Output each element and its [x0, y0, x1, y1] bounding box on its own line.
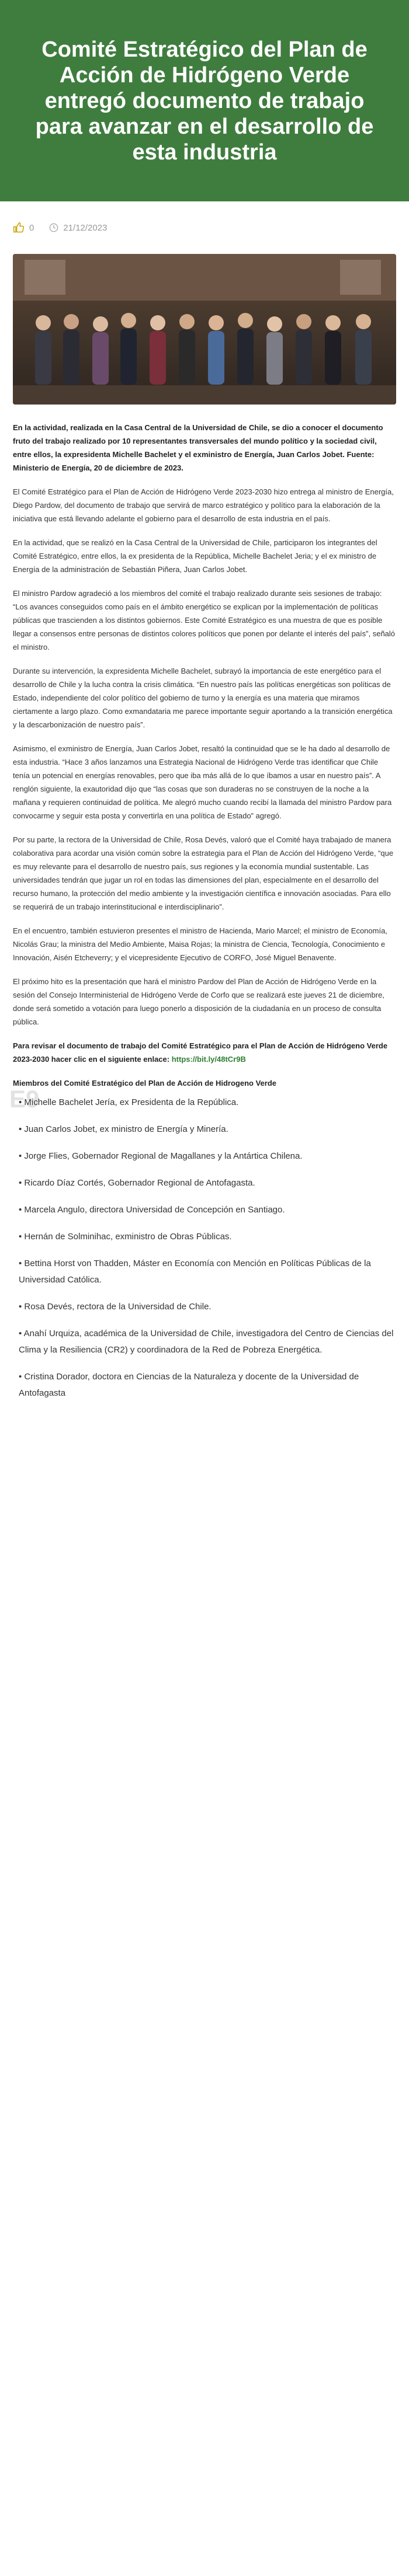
- paragraph: El Comité Estratégico para el Plan de Acción de Hidrógeno Verde 2023-2030 hizo entrega al ministro de Energía, Diego Pardow, del documento de trabajo que servirá de marco estratégico y político para la elaboración de la iniciativa que está llevando adelante el gobierno para el desarrollo de esta industria en el país.: [13, 487, 394, 523]
- photo-caption: En la actividad, realizada en la Casa Central de la Universidad de Chile, se dio a conocer el documento fruto del trabajo realizado por 10 representantes transversales del mundo político y la sociedad civil, entre ellos, la expresidenta Michelle Bachelet y el exministro de Energía, Juan Carlos Jobet. Fuente: Ministerio de Energía, 20 de diciembre de 2023.: [13, 423, 383, 472]
- watermark-logo: E9: [9, 1085, 40, 1113]
- article-body: [0, 405, 409, 1402]
- list-item: • Jorge Flies, Gobernador Regional de Magallanes y la Antártica Chilena.: [19, 1148, 396, 1165]
- list-item: • Juan Carlos Jobet, ex ministro de Energía y Minería.: [19, 1121, 396, 1138]
- publish-date: [49, 223, 107, 233]
- date-text: 21/12/2023: [63, 222, 108, 233]
- list-item: • Marcela Angulo, directora Universidad de Concepción en Santiago.: [19, 1202, 396, 1218]
- paragraph: El ministro Pardow agradeció a los miembros del comité el trabajo realizado durante seis sesiones de trabajo: “Los avances conseguidos como país en el ámbito energético se explican por la implementación de políticas públicas que trascienden a los distintos gobiernos. Este Comité Estratégico es una muestra de que es posible llegar a consensos entre personas de distintos colores políticos que ponen por delante el interés del país”, señaló el ministro.: [13, 589, 396, 651]
- page-title: Comité Estratégico del Plan de Acción de Hidrógeno Verde entregó documento de trabajo para avanzar en el desarrollo de esta industria: [35, 37, 374, 165]
- members-title: Miembros del Comité Estratégico del Plan de Acción de Hidrogeno Verde: [13, 1079, 277, 1087]
- list-item: • Ricardo Díaz Cortés, Gobernador Regional de Antofagasta.: [19, 1175, 396, 1191]
- paragraph: El próximo hito es la presentación que hará el ministro Pardow del Plan de Acción de Hidrógeno Verde en la sesión del Consejo Interministerial de Hidrógeno Verde de Corfo que se realizará este jueves 21 de diciembre, donde será sometido a votación para luego ponerlo a disposición de la ciudadanía en un proceso de consulta pública.: [13, 977, 384, 1026]
- like-button[interactable]: [13, 222, 34, 233]
- document-link-paragraph: [13, 1039, 396, 1066]
- like-count: 0: [29, 222, 34, 233]
- list-item: • Hernán de Solminihac, exministro de Obras Públicas.: [19, 1229, 396, 1245]
- paragraph: Por su parte, la rectora de la Universidad de Chile, Rosa Devés, valoró que el Comité haya trabajado de manera colaborativa para acordar una visión común sobre la estrategia para el Plan de Acción del Hidrógeno Verde, “que es muy relevante para el desarrollo de nuestro país, sus regiones y la economía mundial sustentable. Las universidades tendrán que jugar un rol en todas las dimensiones del plan, especialmente en el desarrollo del recurso humano, la protección del medio ambiente y la investigación científica e innovación asociadas. Para ello se requerirá de un trabajo interinstitucional e interdisciplinario”.: [13, 835, 394, 911]
- list-item: • Cristina Dorador, doctora en Ciencias de la Naturaleza y docente de la Universidad de Antofagasta: [19, 1369, 396, 1402]
- event-photo: [13, 254, 396, 405]
- article-meta: [0, 201, 409, 254]
- list-item: • Michelle Bachelet Jería, ex Presidenta de la República.: [19, 1094, 396, 1111]
- group-photo-illustration: [13, 254, 396, 405]
- document-link-text: Para revisar el documento de trabajo del Comité Estratégico para el Plan de Acción de Hidrógeno Verde 2023-2030 hacer clic en el siguiente enlace:: [13, 1041, 388, 1064]
- list-item: • Bettina Horst von Thadden, Máster en Economía con Mención en Políticas Públicas de la Universidad Católica.: [19, 1256, 396, 1288]
- hero-banner: [0, 0, 409, 201]
- paragraph: En el encuentro, también estuvieron presentes el ministro de Hacienda, Mario Marcel; el ministro de Economía, Nicolás Grau; la ministra del Medio Ambiente, Maisa Rojas; la ministra de Ciencia, Tecnología, Conocimiento e Innovación, Aisén Etcheverry; y el vicepresidente Ejecutivo de CORFO, José Miguel Benavente.: [13, 926, 387, 962]
- document-link[interactable]: https://bit.ly/48tCr9B: [171, 1055, 246, 1064]
- paragraph: Durante su intervención, la expresidenta Michelle Bachelet, subrayó la importancia de este energético para el desarrollo de Chile y la lucha contra la crisis climática. “En nuestro país las políticas energéticas son políticas de Estado, independiente del color político del gobierno de turno y la energía es una materia que miramos ciertamente a largo plazo. Como exmandataria me parece importante seguir aportando a la transición energética y la descarbonización de nuestro país”.: [13, 667, 393, 729]
- list-item: • Rosa Devés, rectora de la Universidad de Chile.: [19, 1299, 396, 1315]
- paragraph: En la actividad, que se realizó en la Casa Central de la Universidad de Chile, participaron los integrantes del Comité Estratégico, entre ellos, la ex presidenta de la República, Michelle Bachelet Jeria; y el ex ministro de Energía de la administración de Sebastián Piñera, Juan Carlos Jobet.: [13, 538, 377, 574]
- thumbs-up-icon: [13, 222, 25, 233]
- clock-icon: [49, 223, 58, 232]
- paragraph: Asimismo, el exministro de Energía, Juan Carlos Jobet, resaltó la continuidad que se le ha dado al desarrollo de esta industria. “Hace 3 años lanzamos una Estrategia Nacional de Hidrógeno Verde tras identificar que Chile tenía un potencial en energías renovables, pero que iba más allá de lo que íbamos a usar en nuestro país”. A renglón siguiente, la exautoridad dijo que “las cosas que son duraderas no se construyen de la noche a la mañana y requieren continuidad de política. Me alegró mucho cuando recibí la llamada del ministro Pardow para convocarme y seguir esta posta y convertirla en una política de Estado” agregó.: [13, 744, 392, 820]
- members-list: [9, 1085, 396, 1402]
- list-item: • Anahí Urquiza, académica de la Universidad de Chile, investigadora del Centro de Ciencias del Clima y la Resiliencia (CR2) y coordinadora de la Red de Pobreza Energética.: [19, 1326, 396, 1358]
